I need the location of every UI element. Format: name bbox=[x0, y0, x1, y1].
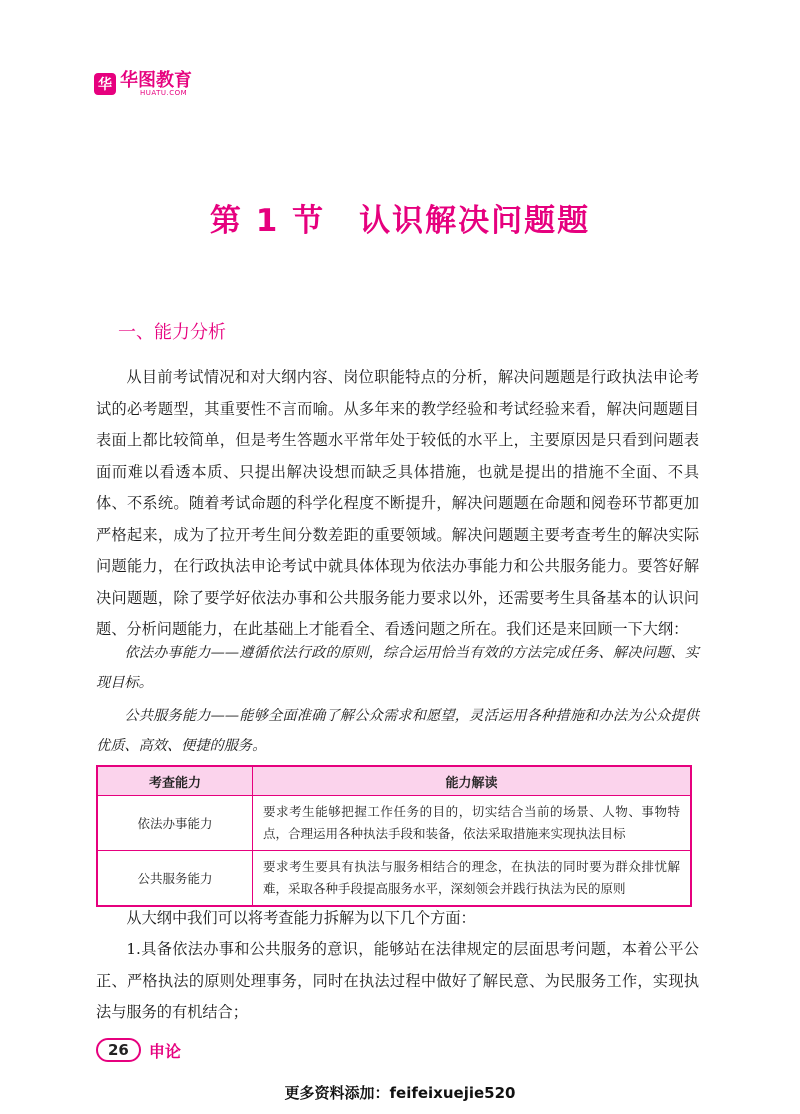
intro-paragraph: 从目前考试情况和对大纲内容、岗位职能特点的分析，解决问题题是行政执法申论考试的必考题型，其重要性不言而喻。从多年来的教学经验和考试经验来看，解决问题题目表面上都比较简单，但是考生答题水平常年处于较低的水平上，主要原因是只看到问题表面而难以看透本质、只提出解决设想而缺乏具体措施，也就是提出的措施不全面、不具体、不系统。随着考试命题的科学化程度不断提升，解决问题题在命题和阅卷环节都更加严格起来，成为了拉开考生间分数差距的重要领域。解决问题题主要考查考生的解决实际问题能力，在行政执法申论考试中就具体体现为依法办事能力和公共服务能力。要答好解决问题题，除了要学好依法办事和公共服务能力要求以外，还需要考生具备基本的认识问题、分析问题能力，在此基础上才能看全、看透问题之所在。我们还是来回顾一下大纲： bbox=[96, 368, 699, 638]
section-title bbox=[0, 195, 800, 240]
table-row bbox=[97, 851, 691, 907]
logo-domain: HUATU.COM bbox=[140, 88, 188, 97]
table-cell-ability: 依法办事能力 bbox=[97, 796, 253, 851]
table-header-row bbox=[97, 766, 691, 796]
footer-book-label: 申论 bbox=[148, 1041, 181, 1061]
logo-name: 华图教育 bbox=[120, 69, 192, 91]
logo-mark-icon: 华 bbox=[94, 73, 116, 95]
ability-table bbox=[96, 765, 692, 907]
page-footer bbox=[96, 1038, 181, 1062]
table-cell-ability: 公共服务能力 bbox=[97, 851, 253, 907]
brand-logo bbox=[94, 70, 192, 98]
table-row bbox=[97, 796, 691, 851]
after-table-paragraph: 从大纲中我们可以将考查能力拆解为以下几个方面： bbox=[126, 909, 476, 927]
section-number: 第 1 节 bbox=[209, 203, 326, 239]
syllabus-quote-service: 公共服务能力——能够全面准确了解公众需求和愿望，灵活运用各种措施和办法为公众提供优质、高效、便捷的服务。 bbox=[96, 708, 699, 754]
page-number: 26 bbox=[96, 1038, 141, 1062]
watermark-text: 更多资料添加：feifeixuejie520 bbox=[284, 1084, 516, 1102]
table-cell-interpretation: 要求考生要具有执法与服务相结合的理念，在执法的同时要为群众排忧解难，采取各种手段提高服务水平，深刻领会并践行执法为民的原则 bbox=[253, 851, 692, 907]
point-1-paragraph: 1.具备依法办事和公共服务的意识，能够站在法律规定的层面思考问题，本着公平公正、严格执法的原则处理事务，同时在执法过程中做好了解民意、为民服务工作，实现执法与服务的有机结合； bbox=[96, 940, 699, 1021]
syllabus-quote-law: 依法办事能力——遵循依法行政的原则，综合运用恰当有效的方法完成任务、解决问题、实现目标。 bbox=[96, 645, 699, 691]
section-name: 认识解决问题题 bbox=[359, 203, 591, 239]
table-cell-interpretation: 要求考生能够把握工作任务的目的，切实结合当前的场景、人物、事物特点，合理运用各种执法手段和装备，依法采取措施来实现执法目标 bbox=[253, 796, 692, 851]
table-header-interpretation: 能力解读 bbox=[253, 766, 692, 796]
subheading: 一、能力分析 bbox=[118, 322, 226, 343]
table-header-ability: 考查能力 bbox=[97, 766, 253, 796]
